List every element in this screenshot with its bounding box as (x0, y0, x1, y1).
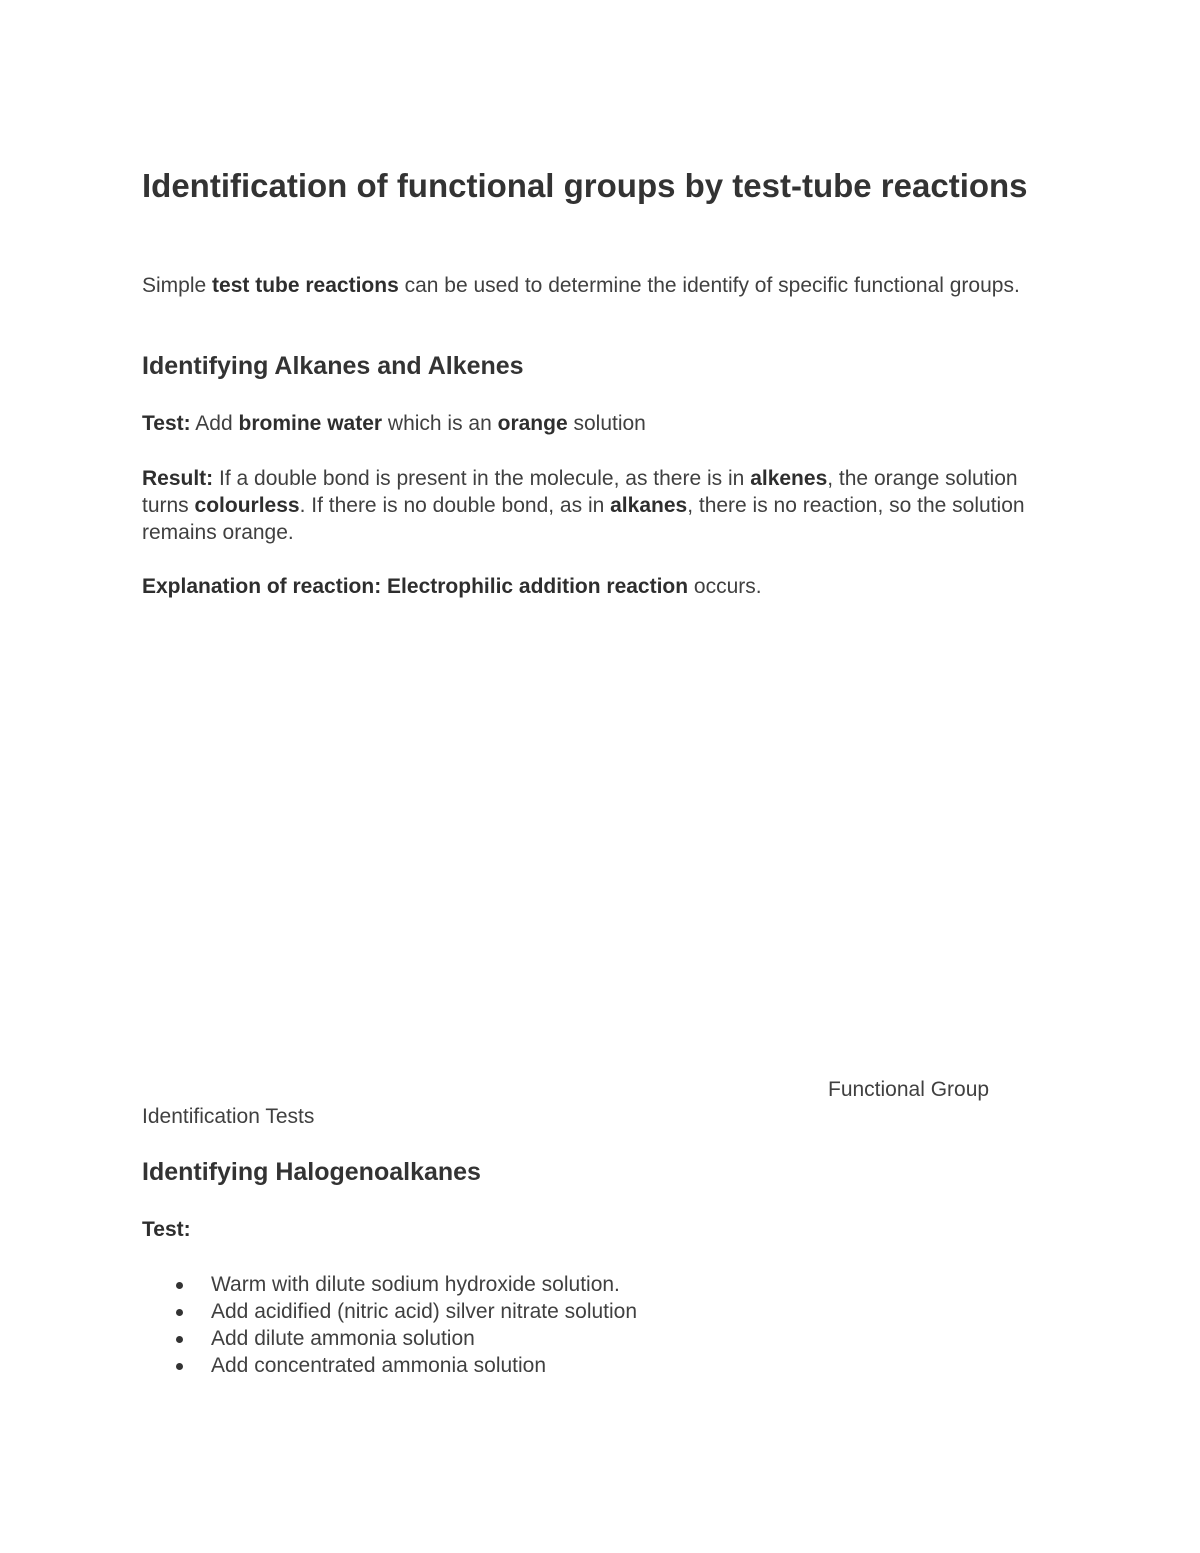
result-text: . If there is no double bond, as in (299, 494, 611, 517)
halogeno-test-label: Test: (142, 1218, 191, 1241)
explanation-text: occurs. (688, 575, 762, 598)
test-label: Test: (142, 412, 191, 435)
explanation-term: Electrophilic addition reaction (387, 575, 689, 598)
bullet-icon (176, 1363, 183, 1370)
halogeno-test-label-paragraph (142, 1216, 1052, 1243)
list-item-text: Add concentrated ammonia solution (211, 1354, 547, 1377)
alkene-result-paragraph (142, 465, 1052, 546)
result-text: , there is no reaction, so the solution remains orange. (142, 494, 1025, 544)
test-reagent: bromine water (238, 412, 383, 435)
explanation-label: Explanation of reaction: (142, 575, 382, 598)
list-item-text: Warm with dilute sodium hydroxide solution. (211, 1273, 620, 1296)
test-text: which is an (382, 412, 498, 435)
intro-paragraph (142, 272, 1052, 299)
identification-tests-label: Identification Tests (142, 1105, 315, 1128)
halogeno-test-steps (142, 1271, 1042, 1379)
list-item (142, 1325, 1042, 1352)
result-term-alkenes: alkenes (750, 467, 828, 490)
intro-bold-term: test tube reactions (212, 274, 399, 297)
functional-group-label: Functional Group (828, 1078, 990, 1101)
halogenoalkanes-heading: Identifying Halogenoalkanes (142, 1158, 481, 1186)
test-colour: orange (497, 412, 568, 435)
alkene-test-paragraph (142, 410, 1052, 437)
test-text: solution (567, 412, 646, 435)
list-item-text: Add dilute ammonia solution (211, 1327, 475, 1350)
list-item (142, 1352, 1042, 1379)
result-term-colourless: colourless (194, 494, 300, 517)
result-text: , the orange solution turns (142, 467, 1018, 517)
list-item (142, 1271, 1042, 1298)
list-item-text: Add acidified (nitric acid) silver nitrate solution (211, 1300, 638, 1323)
list-item (142, 1298, 1042, 1325)
intro-text-suffix: can be used to determine the identify of specific functional groups. (398, 274, 1020, 297)
bullet-icon (176, 1336, 183, 1343)
page-title: Identification of functional groups by test-tube reactions (142, 167, 1028, 204)
result-label: Result: (142, 467, 214, 490)
result-term-alkanes: alkanes (610, 494, 688, 517)
bullet-icon (176, 1282, 183, 1289)
intro-text-prefix: Simple (142, 274, 213, 297)
bullet-icon (176, 1309, 183, 1316)
test-text: Add (190, 412, 239, 435)
result-text: If a double bond is present in the molecule, as there is in (213, 467, 751, 490)
explanation-paragraph (142, 573, 1052, 600)
alkanes-alkenes-heading: Identifying Alkanes and Alkenes (142, 352, 524, 380)
